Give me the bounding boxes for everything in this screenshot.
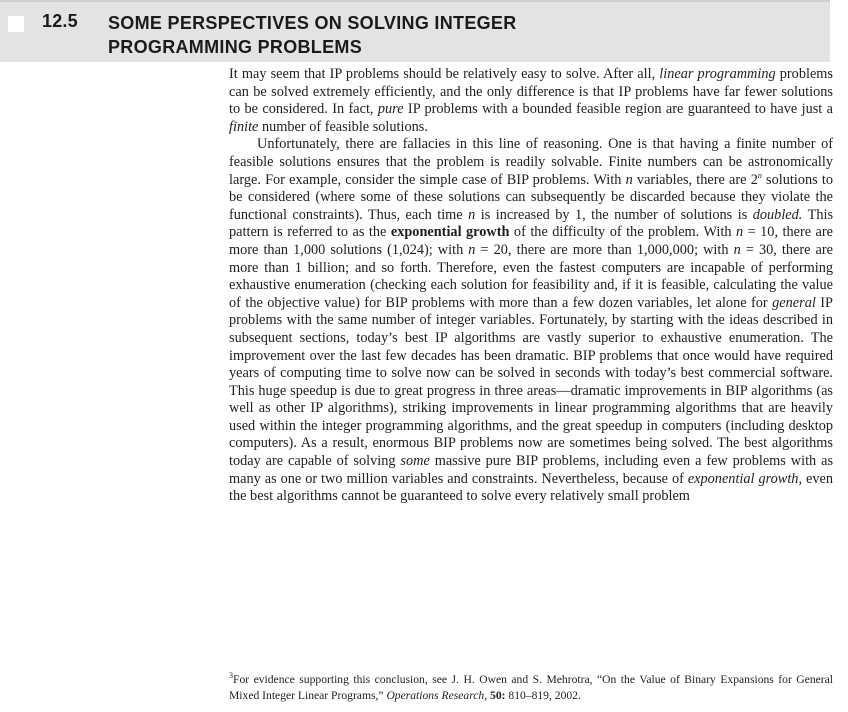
text-run: It may seem that IP problems should be relatively easy to solve. After all, [229, 66, 660, 82]
footnote-text: For evidence supporting this conclusion, see J. H. Owen and S. Mehrotra, “On the Value of Binary Expansions for General Mixed Integer Linear Programs,” [229, 673, 833, 702]
text-run: variables, there are 2 [632, 171, 758, 188]
text-run: = 20, there are more than 1,000,000; with [475, 241, 734, 258]
section-number: 12.5 [42, 11, 78, 31]
variable-n: n [468, 206, 476, 223]
variable-n: n [625, 171, 633, 188]
footnote [229, 672, 833, 704]
text-run: Unfortunately, there are fallacies in this line of reasoning. One is that having a finite number of feasible solutions ensures that the problem is readily solvable. Finite numbers can be astronomically large. For example, consider the simple case of BIP problems. With [229, 136, 833, 188]
body-text [229, 66, 833, 506]
emphasis-finite: finite [229, 118, 259, 135]
text-run: is increased by 1, the number of solutions is [475, 206, 753, 223]
emphasis-linear-programming: linear programming [659, 66, 776, 82]
text-run: problems can be solved extremely efficiently, and the only difference is that IP problems have far fewer solutions to be considered. In fact, [229, 66, 833, 118]
footnote-text: 810–819, 2002. [505, 689, 581, 702]
emphasis-some: some [400, 453, 430, 470]
section-title-line-1: SOME PERSPECTIVES ON SOLVING INTEGER [108, 13, 517, 33]
term-exponential-growth: exponential growth [390, 224, 510, 241]
emphasis-pure: pure [377, 101, 404, 118]
text-run: even the best algorithms cannot be guaranteed to solve every relatively small problem [229, 470, 833, 505]
paragraph-1 [229, 66, 833, 136]
section-title-line-2: PROGRAMMING PROBLEMS [108, 37, 363, 57]
text-run: IP problems with a bounded feasible region are guaranteed to have just a [403, 101, 833, 118]
text-run: solutions to be considered (where some of these solutions can subsequently be discarded because they violate the functional constraints). Thus, each time [229, 171, 833, 223]
footnote-journal: Operations Research, [386, 689, 488, 702]
text-run: massive pure BIP problems, including even a few problems with as many as one or two million variables and constraints. Nevertheless, because of [229, 453, 834, 487]
footnote-volume: 50: [490, 689, 506, 702]
text-run: This pattern is referred to as the [229, 206, 834, 241]
text-run: number of feasible solutions. [258, 118, 428, 135]
text-run: of the difficulty of the problem. With [509, 224, 736, 241]
section-title [108, 11, 708, 59]
header-top-rule [0, 0, 830, 2]
text-run: = 10, there are more than 1,000 solutions (1,024); with [229, 224, 834, 258]
variable-n: n [735, 224, 744, 241]
text-run: = 30, there are more than 1 billion; and so forth. Therefore, even the fastest computers are incapable of performing exhaustive enumeration (checking each solution for feasibility and, if it is feasible, calculating the value of the objective value) for BIP problems with more than a few dozen variables, let alone for [229, 241, 833, 311]
emphasis-general: general [772, 294, 816, 311]
paragraph-2 [229, 136, 833, 505]
emphasis-exponential-growth: exponential growth, [687, 470, 803, 487]
exponent-n: n [757, 170, 762, 180]
emphasis-doubled: doubled. [752, 206, 803, 223]
text-run: IP problems with the same number of integer variables. Fortunately, by starting with the ideas described in subsequent sections, today’s best IP algorithms are vastly superior to exhaustive enumeration. The improvement over the last few decades has been dramatic. BIP problems that once would have required years of computing time to solve now can be solved in seconds with today’s best commercial software. This huge speedup is due to great progress in three areas—dramatic improvements in BIP algorithms (as well as other IP algorithms), striking improvements in linear programming algorithms that are heavily used within the integer programming algorithms, and the great speedup in computers (including desktop computers). As a result, enormous BIP problems now are sometimes being solved. The best algorithms today are capable of solving [229, 294, 833, 470]
section-marker-square [8, 16, 24, 32]
footnote-mark: 3 [229, 671, 233, 681]
variable-n: n [468, 241, 476, 258]
variable-n: n [733, 241, 741, 258]
